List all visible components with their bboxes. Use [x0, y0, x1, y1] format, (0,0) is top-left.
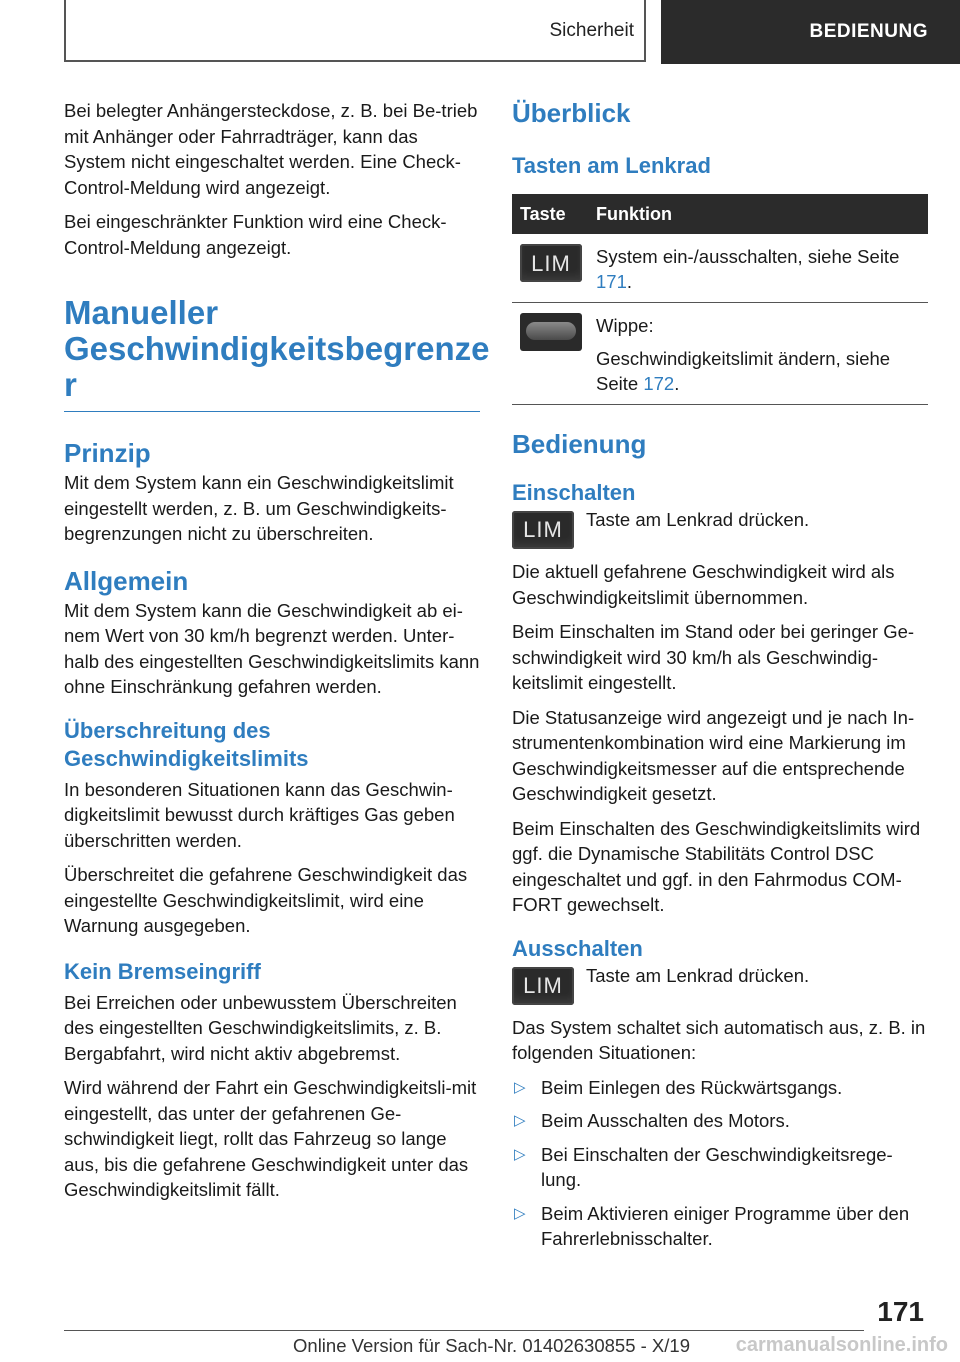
page-title: Manueller Geschwindigkeitsbegrenze r: [64, 294, 490, 403]
table-header-taste: Taste: [512, 194, 588, 234]
bedienung-heading: Bedienung: [512, 429, 647, 459]
table-row: [512, 234, 928, 303]
overview-heading: Überblick: [512, 98, 631, 128]
bremseingriff-heading: Kein Bremseingriff: [64, 958, 261, 984]
table-header-funktion: Funktion: [588, 194, 928, 234]
online-version-text: Online Version für Sach-Nr. 01402630855 - X/19: [293, 1335, 690, 1356]
main-title-block: [64, 294, 490, 412]
left-column: [64, 98, 490, 1212]
lim-button-icon: LIM: [512, 967, 574, 1005]
lim-button-icon: LIM: [520, 244, 582, 282]
paragraph: Wird während der Fahrt ein Geschwindigkeitsli-mit eingestellt, das unter der gefahrenen Ge-schwindigkeit liegt, rollt das Fahrzeug so lange aus, bis die gefahrene Geschwindigkeit unter das Geschwindigkeitslimit fällt.: [64, 1077, 477, 1200]
paragraph: Die aktuell gefahrene Geschwindigkeit wird als Geschwindigkeitslimit übernommen.: [512, 561, 895, 608]
list-item: ▷ Beim Aktivieren einiger Programme über den Fahrerlebnisschalter.: [514, 1202, 910, 1249]
paragraph: Beim Einschalten des Geschwindigkeitslimits wird ggf. die Dynamische Stabilitäts Control DSC eingeschaltet und ggf. in den Fahrmodus COM-FORT gewechselt.: [512, 817, 921, 915]
rocker-switch-icon: [520, 313, 582, 351]
triangle-bullet-icon: ▷: [514, 1145, 526, 1163]
triangle-bullet-icon: ▷: [514, 1204, 526, 1222]
paragraph: Das System schaltet sich automatisch aus, z. B. in folgenden Situationen:: [512, 1016, 926, 1063]
page-link-172[interactable]: 172: [643, 373, 675, 394]
table-cell-function: Wippe: Geschwindigkeitslimit ändern, siehe Seite 172.: [588, 303, 928, 405]
list-item: ▷ Bei Einschalten der Geschwindigkeitsrege-lung.: [514, 1143, 893, 1190]
paragraph: Beim Einschalten im Stand oder bei geringer Ge-schwindigkeit wird 30 km/h als Geschwindig-keitslimit eingestellt.: [512, 621, 915, 693]
table-row: [512, 303, 928, 405]
paragraph: Mit dem System kann die Geschwindigkeit ab ei-nem Wert von 30 km/h begrenzt werden. Unter-halb des eingestellten Geschwindigkeitslimits kann ohne Einschränkung gefahren werden.: [64, 599, 480, 697]
table-cell-function: System ein-/ausschalten, siehe Seite 171.: [588, 234, 928, 303]
einschalten-instruction: [512, 507, 928, 549]
instruction-text: Taste am Lenkrad drücken.: [586, 964, 810, 986]
einschalten-heading: Einschalten: [512, 480, 636, 505]
paragraph: Bei eingeschränkter Funktion wird eine Check-Control-Meldung angezeigt.: [64, 211, 447, 258]
page-link-171[interactable]: 171: [596, 271, 627, 292]
page-number: 171: [877, 1296, 924, 1327]
triangle-bullet-icon: ▷: [514, 1078, 526, 1096]
paragraph: Die Statusanzeige wird angezeigt und je nach In-strumentenkombination wird eine Markierung im Geschwindigkeitsmesser auf die entsprechende Geschwindigkeit gesetzt.: [512, 706, 915, 804]
section-title: Sicherheit: [549, 20, 634, 41]
allgemein-heading: Allgemein: [64, 565, 189, 596]
paragraph: In besonderen Situationen kann das Geschwin-digkeitslimit bewusst durch kräftiges Gas geben überschritten werden.: [64, 778, 455, 851]
list-item: ▷ Beim Einlegen des Rückwärtsgangs.: [512, 1075, 928, 1101]
ausschalten-heading: Ausschalten: [512, 935, 643, 961]
paragraph: Überschreitet die gefahrene Geschwindigkeit das eingestellte Geschwindigkeitslimit, wird eine Warnung ausgegeben.: [64, 864, 468, 936]
watermark: carmanualsonline.info: [735, 1334, 948, 1356]
tasten-heading: Tasten am Lenkrad: [512, 153, 711, 178]
deactivation-list: [512, 1075, 928, 1252]
paragraph: Bei Erreichen oder unbewusstem Überschreiten des eingestellten Geschwindigkeitslimits, z. B. Bergabfahrt, wird nicht aktiv abgebremst.: [64, 991, 457, 1064]
ueberschreitung-heading: Überschreitung des Geschwindigkeitslimits: [64, 717, 309, 771]
paragraph: Mit dem System kann ein Geschwindigkeitslimit eingestellt werden, z. B. um Geschwindigkeits-begrenzungen nicht zu überschreiten.: [64, 472, 454, 544]
right-column: [512, 98, 928, 1260]
prinzip-heading: Prinzip: [64, 438, 151, 468]
chapter-tab: BEDIENUNG: [661, 0, 960, 64]
triangle-bullet-icon: ▷: [514, 1112, 526, 1129]
instruction-text: Taste am Lenkrad drücken.: [586, 509, 810, 530]
footer-divider: [64, 1330, 864, 1331]
button-table: [512, 194, 928, 405]
list-item: ▷ Beim Ausschalten des Motors.: [512, 1108, 928, 1134]
paragraph: Bei belegter Anhängersteckdose, z. B. bei Be-trieb mit Anhänger oder Fahrradträger, kann das System nicht eingeschaltet werden. Eine Check-Control-Meldung wird angezeigt.: [64, 100, 478, 198]
lim-button-icon: LIM: [512, 511, 574, 549]
ausschalten-instruction: [512, 963, 928, 1005]
